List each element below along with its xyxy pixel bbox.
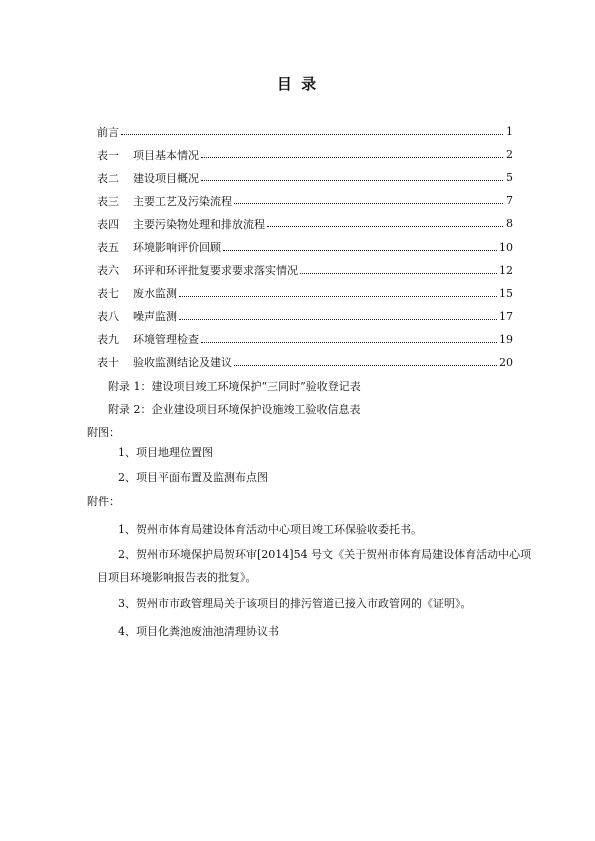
toc-label: 验收监测结论及建议	[133, 356, 232, 370]
page-title: 目 录	[276, 75, 319, 93]
toc-page-number: 19	[499, 332, 513, 346]
toc-page-number: 20	[499, 355, 513, 369]
toc-leader	[201, 342, 497, 343]
figure-item[interactable]: 1、项目地理位置图	[118, 446, 213, 459]
toc-label: 环评和环评批复要求要求落实情况	[133, 264, 298, 278]
toc-entry[interactable]	[97, 212, 513, 235]
toc-table-number: 表十	[97, 356, 119, 370]
toc-label: 主要工艺及污染流程	[133, 194, 232, 208]
toc-page-number: 8	[506, 217, 513, 231]
toc-leader	[267, 226, 503, 227]
toc-entry[interactable]	[97, 189, 513, 212]
toc-page-number: 2	[506, 148, 513, 162]
toc-page-number: 5	[506, 171, 513, 185]
toc-entry-preface[interactable]	[97, 120, 513, 143]
toc-entry[interactable]	[97, 282, 513, 305]
toc-entry[interactable]	[97, 143, 513, 166]
toc-entry[interactable]	[97, 305, 513, 328]
toc-label: 项目基本情况	[133, 148, 199, 162]
toc-table-number: 表三	[97, 194, 119, 208]
toc-leader	[179, 296, 497, 297]
toc-leader	[179, 319, 497, 320]
toc-page-number: 7	[506, 194, 513, 208]
appendix-1[interactable]: 附录 1：建设项目竣工环境保护“三同时”验收登记表	[108, 380, 361, 393]
toc-table-number: 表一	[97, 148, 119, 162]
toc-label: 废水监测	[133, 287, 177, 301]
toc-entry[interactable]	[97, 328, 513, 351]
toc-leader	[234, 203, 503, 204]
toc-page-number: 1	[506, 125, 513, 139]
toc-label: 噪声监测	[133, 310, 177, 324]
toc-entry[interactable]	[97, 351, 513, 374]
figures-heading: 附图：	[87, 426, 120, 439]
toc-table-number: 表九	[97, 333, 119, 347]
toc-leader	[223, 250, 497, 251]
toc-leader	[201, 180, 503, 181]
toc-leader	[300, 273, 497, 274]
toc-leader	[121, 134, 503, 135]
toc-entry[interactable]	[97, 166, 513, 189]
toc-page-number: 15	[499, 286, 513, 300]
toc-leader	[201, 157, 503, 158]
appendix-2[interactable]: 附录 2：企业建设项目环境保护设施竣工验收信息表	[108, 403, 361, 416]
toc-label: 环境管理检查	[133, 333, 199, 347]
attachment-item[interactable]: 3、贺州市市政管理局关于该项目的排污管道已接入市政管网的《证明》。	[118, 597, 472, 610]
attachments-heading: 附件：	[87, 495, 120, 508]
toc-table-number: 表五	[97, 241, 119, 255]
attachment-item[interactable]: 2、贺州市环境保护局贺环审[2014]54 号文《关于贺州市体育局建设体育活动中心项	[118, 548, 532, 561]
toc-leader	[234, 365, 497, 366]
figure-item[interactable]: 2、项目平面布置及监测布点图	[118, 471, 268, 484]
toc-label: 建设项目概况	[133, 171, 199, 185]
toc-table-number: 表七	[97, 287, 119, 301]
toc-table-number: 表二	[97, 171, 119, 185]
toc-entry[interactable]	[97, 259, 513, 282]
toc-page-number: 10	[499, 240, 513, 254]
table-of-contents	[97, 120, 513, 374]
attachment-item[interactable]: 4、项目化粪池废油池清理协议书	[118, 625, 279, 638]
attachment-item-continuation: 目项目环境影响报告表的批复》。	[97, 571, 257, 584]
toc-label: 主要污染物处理和排放流程	[133, 217, 265, 231]
toc-page-number: 17	[499, 309, 513, 323]
toc-table-number: 表四	[97, 217, 119, 231]
toc-table-number: 表八	[97, 310, 119, 324]
toc-label: 环境影响评价回顾	[133, 241, 221, 255]
attachment-item[interactable]: 1、贺州市体育局建设体育活动中心项目竣工环保验收委托书。	[118, 523, 422, 536]
toc-page-number: 12	[499, 263, 513, 277]
toc-entry[interactable]	[97, 235, 513, 258]
toc-table-number: 表六	[97, 264, 119, 278]
toc-label: 前言	[97, 125, 119, 139]
